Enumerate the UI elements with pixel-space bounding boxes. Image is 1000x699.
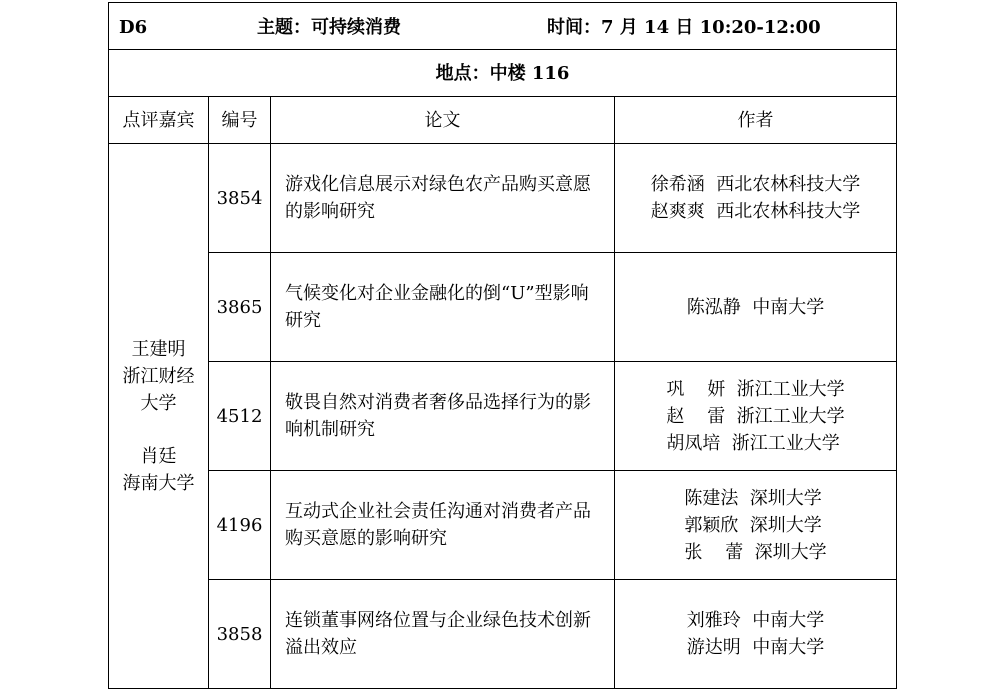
table-row	[109, 471, 897, 580]
session-theme: 主题：可持续消费	[257, 17, 401, 38]
session-time: 时间：7 月 14 日 10:20-12:00	[547, 17, 821, 38]
paper-id: 3854	[209, 144, 271, 253]
column-header-id: 编号	[209, 97, 271, 144]
table-row	[109, 253, 897, 362]
reviewer-2-affiliation: 海南大学	[122, 472, 195, 494]
author: 郭颖欣 深圳大学	[684, 514, 822, 536]
column-header-paper: 论文	[271, 97, 615, 144]
paper-title: 互动式企业社会责任沟通对消费者产品购买意愿的影响研究	[285, 501, 591, 549]
reviewer-1-affiliation-line2: 大学	[140, 392, 177, 414]
table-row	[109, 362, 897, 471]
author: 巩 妍 浙江工业大学	[666, 378, 845, 400]
author: 胡凤培 浙江工业大学	[666, 432, 840, 454]
author: 陈建法 深圳大学	[684, 487, 822, 509]
author: 陈泓静 中南大学	[686, 296, 825, 318]
session-code: D6	[119, 17, 148, 38]
author-list	[651, 171, 860, 225]
author-list	[684, 485, 826, 566]
author: 徐希涵 西北农林科技大学	[650, 174, 861, 195]
author-list	[687, 294, 824, 321]
column-header-reviewers: 点评嘉宾	[109, 97, 209, 144]
paper-id: 4512	[209, 362, 271, 471]
author: 刘雅玲 中南大学	[686, 610, 825, 631]
session-schedule-table	[108, 2, 897, 689]
author: 赵爽爽 西北农林科技大学	[650, 201, 861, 222]
author-list	[666, 376, 844, 457]
paper-title: 连锁董事网络位置与企业绿色技术创新溢出效应	[285, 610, 591, 658]
session-header-row	[109, 3, 897, 50]
column-header-row	[109, 97, 897, 144]
author: 张 蕾 深圳大学	[684, 541, 827, 563]
reviewer-1-name: 王建明	[131, 338, 186, 360]
reviewer-2-name: 肖廷	[140, 445, 177, 467]
session-location: 地点：中楼 116	[109, 50, 897, 97]
paper-id: 4196	[209, 471, 271, 580]
column-header-authors: 作者	[615, 97, 897, 144]
author-list	[687, 607, 824, 661]
reviewer-1-affiliation-line1: 浙江财经	[122, 365, 195, 387]
paper-id: 3865	[209, 253, 271, 362]
table-row	[109, 144, 897, 253]
paper-id: 3858	[209, 580, 271, 689]
reviewers-cell	[109, 144, 209, 689]
author: 赵 雷 浙江工业大学	[666, 405, 845, 427]
author: 游达明 中南大学	[686, 637, 825, 658]
paper-title: 敬畏自然对消费者奢侈品选择行为的影响机制研究	[285, 392, 591, 440]
table-row	[109, 580, 897, 689]
session-location-row	[109, 50, 897, 97]
paper-title: 气候变化对企业金融化的倒“U”型影响研究	[285, 283, 589, 331]
paper-title: 游戏化信息展示对绿色农产品购买意愿的影响研究	[285, 174, 591, 222]
